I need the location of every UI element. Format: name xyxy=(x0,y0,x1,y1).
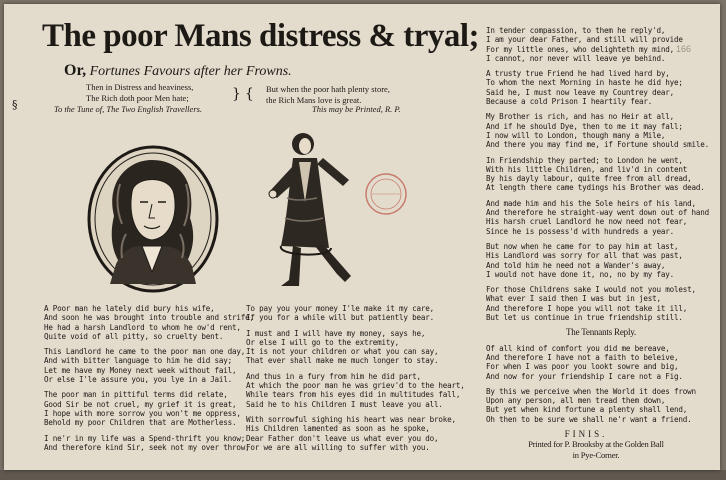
woodcut-portrait-image xyxy=(86,144,220,294)
verse-line: That ever shall make me much longer to stay. xyxy=(246,356,439,366)
printer-imprint xyxy=(486,439,706,461)
verse-line: For my little ones, who delighteth my mind, xyxy=(486,44,674,54)
verse-line: The poor man in pittiful terms did relate, xyxy=(44,390,228,400)
verse-line: And soon he was brought into trouble and strife, xyxy=(44,313,254,323)
license-line: This may be Printed, R. P. xyxy=(312,104,401,114)
verse-line: Since he is possess'd with hundreds a year. xyxy=(486,226,674,236)
verse-line: And told him he need not a Wander's away, xyxy=(486,260,666,270)
tune-line: To the Tune of, The Two English Travellers. xyxy=(54,104,203,114)
verse-line: And therefore he straight-way went down out of hand xyxy=(486,208,709,218)
stanza xyxy=(44,390,254,427)
verse-line: Said he to his Children I must leave you all. xyxy=(246,399,443,409)
woodcut-figure-image xyxy=(259,128,369,298)
stanza xyxy=(486,69,716,106)
text-column-2 xyxy=(246,304,465,458)
subtitle-text: Fortunes Favours after her Frowns. xyxy=(89,64,292,79)
verse-line: I cannot, nor never will leave ye behind. xyxy=(486,53,666,63)
broadside-sheet xyxy=(4,4,720,470)
stanza xyxy=(44,304,254,341)
verse-line: Good Sir be not cruel, my grief it is great, xyxy=(44,399,237,409)
verse-line: At which the poor man he was griev'd to the heart, xyxy=(246,381,465,391)
pencil-mark: 166 xyxy=(676,44,692,54)
verse-line: I hope with more sorrow you won't me oppress, xyxy=(44,408,241,418)
stanza xyxy=(486,156,716,193)
argument-right-line: the Rich Mans love is great. xyxy=(266,95,362,105)
stanza xyxy=(246,329,465,366)
argument-left-line: The Rich doth poor Men hate; xyxy=(86,93,189,103)
stanza xyxy=(486,242,716,279)
verse-line: Upon any person, all men tread them down, xyxy=(486,396,666,406)
verse-line: In tender compassion, to them he reply'd, xyxy=(486,26,666,35)
verse-line: And therefore I hope you will not take it ill, xyxy=(486,303,688,313)
reply-heading: The Tennants Reply. xyxy=(565,327,637,338)
stanza xyxy=(246,415,465,452)
verse-line: And made him and his the Sole heirs of his land, xyxy=(486,198,696,208)
verse-line: His Children lamented as soon as he spoke, xyxy=(246,424,430,434)
verse-line: And if he should Dye, then to me it may fall; xyxy=(486,121,683,131)
verse-line: For we are all willing to suffer with you. xyxy=(246,442,430,452)
verse-line: And thus in a fury from him he did part, xyxy=(246,371,421,381)
stanza xyxy=(44,347,254,384)
verse-line: For when I was poor you lookt sowre and big, xyxy=(486,362,679,372)
verse-line: And therefore kind Sir, seek not my over throw, xyxy=(44,442,250,452)
page-edge-shadow xyxy=(0,470,726,480)
argument-right xyxy=(266,84,390,106)
verse-line: This Landlord he came to the poor man one day, xyxy=(44,347,246,357)
verse-line: I now will to London, though many a Mile, xyxy=(486,130,666,140)
verse-line: To pay you your money I'le make it my care, xyxy=(246,304,434,313)
stanza xyxy=(486,112,716,149)
library-stamp-image xyxy=(364,172,408,216)
verse-line: And there you may find me, if Fortune should smile. xyxy=(486,140,709,150)
verse-line: His harsh cruel Landlord he now need not fear, xyxy=(486,217,688,227)
verse-line: Let me have my Money next week without fail, xyxy=(44,365,237,375)
verse-line: I would not have done it, no, no by my fay. xyxy=(486,269,674,279)
verse-line: But let us continue in true friendship still. xyxy=(486,313,683,323)
verse-line: Oh then to be sure we shall ne'r want a friend. xyxy=(486,414,692,424)
stanza xyxy=(486,387,716,424)
imprint-line: in Pye-Corner. xyxy=(572,450,620,461)
verse-line: At length there came tydings his Brother was dead. xyxy=(486,183,705,193)
verse-line: What ever I said then I was but in jest, xyxy=(486,294,661,304)
verse-line: Quite void of all pitty, so cruelty bent. xyxy=(44,331,224,341)
stanza xyxy=(246,372,465,409)
verse-line: Or else I will go to the extremity, xyxy=(246,337,400,347)
verse-line: To whom the next Morning in haste he did hye; xyxy=(486,78,683,88)
verse-line: With his little Children, and liv'd in content xyxy=(486,164,688,174)
verse-line: Of all kind of comfort you did me bereave, xyxy=(486,343,670,353)
verse-line: With sorrowful sighing his heart was near broke, xyxy=(246,414,456,424)
verse-line: If you for a while will but patiently bear. xyxy=(246,313,434,323)
ballad-title: The poor Mans distress & tryal; xyxy=(42,18,480,54)
imprint-line: Printed for P. Brooksby at the Golden Ball xyxy=(528,439,664,450)
argument-right-line: But when the poor hath plenty store, xyxy=(266,84,390,94)
verse-line: Or else I'le assure you, you lye in a Jail. xyxy=(44,375,232,385)
verse-line: I ne'r in my life was a Spend-thrift you know; xyxy=(44,433,246,443)
verse-line: His Landlord was sorry for all that was past, xyxy=(486,251,683,261)
stanza xyxy=(44,434,254,453)
stanza xyxy=(246,304,465,323)
verse-line: A trusty true Friend he had lived hard by, xyxy=(486,69,670,79)
verse-line: In Friendship they parted; to London he went, xyxy=(486,155,683,165)
verse-line: It is not your children or what you can say, xyxy=(246,347,439,357)
verse-line: Because a cold Prison I heartily fear. xyxy=(486,97,653,107)
text-column-1 xyxy=(44,304,254,458)
verse-line: And therefore I have not a faith to beleive, xyxy=(486,352,679,362)
verse-line: By this we perceive when the World it does frown xyxy=(486,386,696,396)
stanza xyxy=(486,285,716,322)
verse-line: My Brother is rich, and has no Heir at all, xyxy=(486,112,674,122)
stanza xyxy=(486,26,716,63)
verse-line: A Poor man he lately did bury his wife, xyxy=(44,304,215,313)
verse-line: And now for your friendship I care not a Fig. xyxy=(486,371,683,381)
verse-line: But yet when kind fortune a plenty shall lend, xyxy=(486,405,688,415)
margin-mark: § xyxy=(12,98,18,111)
ballad-subtitle xyxy=(64,62,292,80)
argument-left xyxy=(86,82,193,104)
argument-left-line: Then in Distress and heaviness, xyxy=(86,82,194,92)
verse-line: He had a harsh Landlord to whom he ow'd rent, xyxy=(44,322,241,332)
verse-line: While tears from his eyes did in multitudes fall, xyxy=(246,390,461,400)
verse-line: But now when he came for to pay him at last, xyxy=(486,241,679,251)
finis-mark: FINIS. xyxy=(564,428,608,439)
stanza xyxy=(486,199,716,236)
verse-line: By his dayly labour, quite free from all dread, xyxy=(486,174,692,184)
brace-glyph: }{ xyxy=(232,86,258,102)
text-column-3 xyxy=(486,26,716,461)
verse-line: Behold my poor Children that are Motherless. xyxy=(44,418,237,428)
verse-line: I must and I will have my money, says he, xyxy=(246,328,426,338)
verse-line: I am your dear Father, and still will provide xyxy=(486,35,683,45)
stanza xyxy=(486,344,716,381)
verse-line: Said he, I must now leave my Countrey dear, xyxy=(486,87,674,97)
verse-line: Dear Father don't leave us what ever you do, xyxy=(246,433,439,443)
subtitle-or: Or, xyxy=(64,62,87,79)
verse-line: And with bitter language to him he did say; xyxy=(44,356,232,366)
verse-line: For those Childrens sake I would not you molest, xyxy=(486,285,696,295)
